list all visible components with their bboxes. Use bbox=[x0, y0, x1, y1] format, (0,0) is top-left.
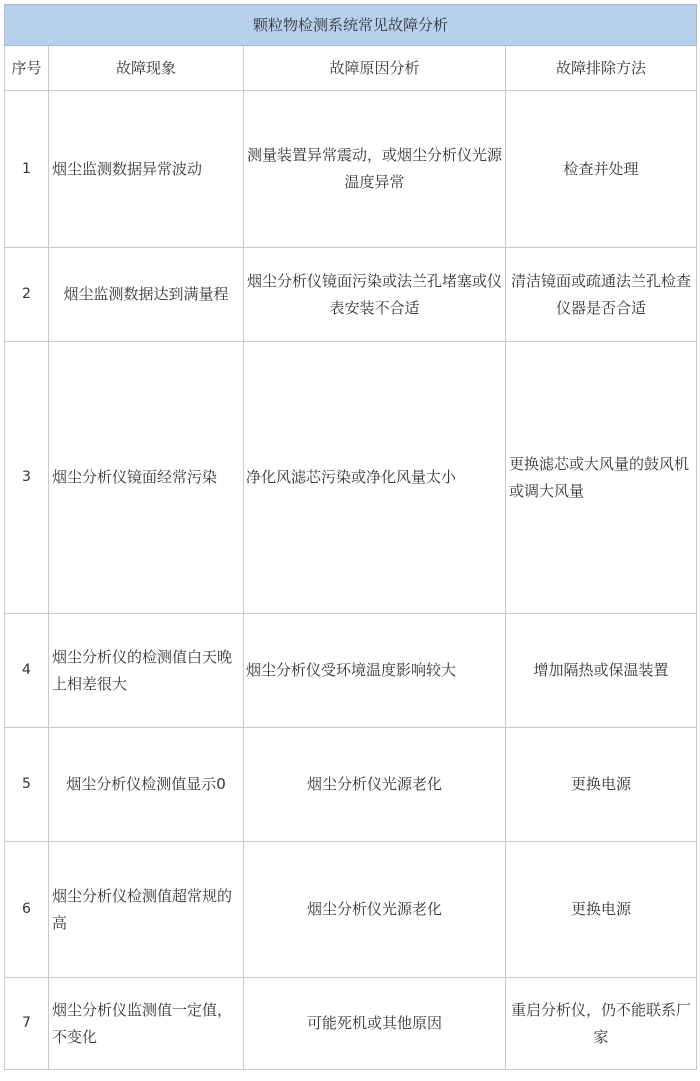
table-row bbox=[5, 248, 697, 342]
row-solution: 清洁镜面或疏通法兰孔检查仪器是否合适 bbox=[506, 248, 697, 342]
row-no: 4 bbox=[5, 614, 49, 728]
row-solution: 更换电源 bbox=[506, 728, 697, 842]
table-title: 颗粒物检测系统常见故障分析 bbox=[5, 5, 697, 46]
row-solution: 增加隔热或保温装置 bbox=[506, 614, 697, 728]
row-phenomenon: 烟尘分析仪镜面经常污染 bbox=[49, 342, 244, 614]
row-cause: 烟尘分析仪镜面污染或法兰孔堵塞或仪表安装不合适 bbox=[244, 248, 506, 342]
row-phenomenon: 烟尘分析仪监测值一定值，不变化 bbox=[49, 978, 244, 1070]
table-row bbox=[5, 728, 697, 842]
row-cause: 烟尘分析仪受环境温度影响较大 bbox=[244, 614, 506, 728]
row-no: 3 bbox=[5, 342, 49, 614]
row-solution: 检查并处理 bbox=[506, 91, 697, 248]
row-cause: 可能死机或其他原因 bbox=[244, 978, 506, 1070]
row-phenomenon: 烟尘分析仪检测值超常规的高 bbox=[49, 842, 244, 978]
row-phenomenon: 烟尘监测数据达到满量程 bbox=[49, 248, 244, 342]
table-title-row bbox=[5, 5, 697, 46]
row-cause: 烟尘分析仪光源老化 bbox=[244, 842, 506, 978]
row-phenomenon: 烟尘分析仪检测值显示0 bbox=[49, 728, 244, 842]
table-row bbox=[5, 342, 697, 614]
row-cause: 净化风滤芯污染或净化风量太小 bbox=[244, 342, 506, 614]
row-no: 1 bbox=[5, 91, 49, 248]
row-solution: 重启分析仪，仍不能联系厂家 bbox=[506, 978, 697, 1070]
table-row bbox=[5, 842, 697, 978]
row-cause: 测量装置异常震动，或烟尘分析仪光源温度异常 bbox=[244, 91, 506, 248]
header-solution: 故障排除方法 bbox=[506, 46, 697, 91]
fault-analysis-table bbox=[4, 4, 697, 1070]
row-solution: 更换滤芯或大风量的鼓风机或调大风量 bbox=[506, 342, 697, 614]
header-no: 序号 bbox=[5, 46, 49, 91]
row-phenomenon: 烟尘分析仪的检测值白天晚上相差很大 bbox=[49, 614, 244, 728]
table-header-row bbox=[5, 46, 697, 91]
row-no: 7 bbox=[5, 978, 49, 1070]
table-row bbox=[5, 91, 697, 248]
header-phenomenon: 故障现象 bbox=[49, 46, 244, 91]
header-cause: 故障原因分析 bbox=[244, 46, 506, 91]
row-no: 2 bbox=[5, 248, 49, 342]
row-phenomenon: 烟尘监测数据异常波动 bbox=[49, 91, 244, 248]
row-solution: 更换电源 bbox=[506, 842, 697, 978]
row-no: 6 bbox=[5, 842, 49, 978]
row-no: 5 bbox=[5, 728, 49, 842]
table-row bbox=[5, 978, 697, 1070]
table-row bbox=[5, 614, 697, 728]
row-cause: 烟尘分析仪光源老化 bbox=[244, 728, 506, 842]
